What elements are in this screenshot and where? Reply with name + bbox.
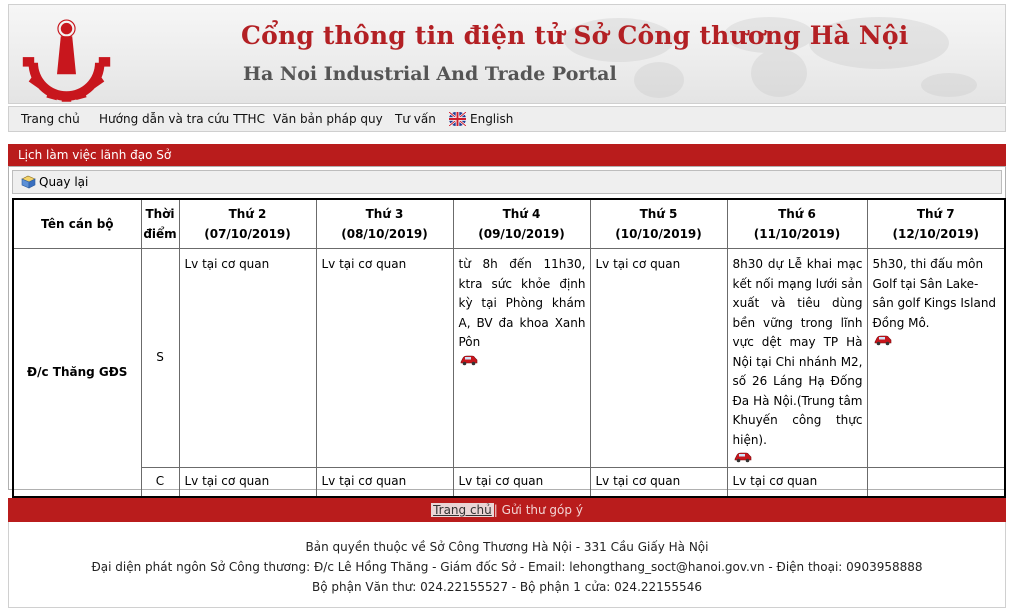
day-name: Thứ 3 bbox=[365, 207, 404, 221]
table-header-row bbox=[13, 199, 1005, 249]
car-icon[interactable] bbox=[873, 334, 893, 346]
nav-procedures[interactable]: Hướng dẫn và tra cứu TTHC bbox=[99, 112, 265, 126]
header-day-sat bbox=[867, 199, 1005, 249]
header-day-mon bbox=[179, 199, 316, 249]
table-row-morning bbox=[13, 249, 1005, 468]
time-afternoon: C bbox=[141, 468, 179, 497]
cell-thu-afternoon: Lv tại cơ quan bbox=[590, 468, 727, 497]
nav-legal-documents[interactable]: Văn bản pháp quy bbox=[273, 112, 383, 126]
back-button-label: Quay lại bbox=[39, 175, 89, 189]
site-title: Cổng thông tin điện tử Sở Công thương Hà Nội bbox=[241, 21, 909, 50]
nav-consulting[interactable]: Tư vấn bbox=[395, 112, 436, 126]
day-date: (11/10/2019) bbox=[753, 227, 841, 241]
footer-link-feedback[interactable]: Gửi thư góp ý bbox=[501, 503, 583, 517]
day-date: (09/10/2019) bbox=[478, 227, 565, 241]
schedule-table bbox=[12, 198, 1006, 498]
cell-fri-morning-text: 8h30 dự Lễ khai mạc kết nối mạng lưới sản xuất và tiêu dùng bền vững trong lĩnh vực dệt may TP Hà Nội tại Chi nhánh M2, số 26 Láng Hạ Đống Đa Hà Nội.(Trung tâm Khuyến công thực hiện). bbox=[732, 257, 863, 447]
nav-english-label: English bbox=[470, 112, 514, 126]
cell-wed-morning bbox=[453, 249, 590, 468]
panel-toolbar bbox=[12, 170, 1002, 194]
back-button[interactable] bbox=[21, 175, 88, 189]
day-date: (12/10/2019) bbox=[892, 227, 980, 241]
uk-flag-icon bbox=[449, 112, 466, 126]
table-row-afternoon bbox=[13, 468, 1005, 497]
header-time-line1: Thời bbox=[145, 207, 175, 221]
day-date: (07/10/2019) bbox=[204, 227, 291, 241]
cell-wed-morning-text: từ 8h đến 11h30, ktra sức khỏe định kỳ tại Phòng khám A, BV đa khoa Xanh Pôn bbox=[458, 257, 586, 349]
footer-spokesperson: Đại diện phát ngôn Sở Công thương: Đ/c Lê Hồng Thăng - Giám đốc Sở - Email: lehongthang_soct@hanoi.gov.vn - Điện thoại: 0903958888 bbox=[91, 560, 923, 574]
cell-tue-afternoon: Lv tại cơ quan bbox=[316, 468, 453, 497]
cell-sat-afternoon bbox=[867, 468, 1005, 497]
cell-thu-morning: Lv tại cơ quan bbox=[590, 249, 727, 468]
day-name: Thứ 7 bbox=[916, 207, 955, 221]
cell-sat-morning-text: 5h30, thi đấu môn Golf tại Sân Lake- sân golf Kings Island Đồng Mô. bbox=[872, 257, 997, 330]
header-banner bbox=[8, 4, 1006, 104]
header-name: Tên cán bộ bbox=[13, 199, 141, 249]
person-name: Đ/c Thăng GĐS bbox=[13, 249, 141, 497]
main-nav bbox=[8, 106, 1006, 132]
footer-phones: Bộ phận Văn thư: 024.22155527 - Bộ phận 1 cửa: 024.22155546 bbox=[312, 580, 702, 594]
header-day-wed bbox=[453, 199, 590, 249]
cell-mon-morning: Lv tại cơ quan bbox=[179, 249, 316, 468]
site-logo[interactable] bbox=[19, 15, 114, 103]
car-icon[interactable] bbox=[459, 354, 479, 366]
footer-separator: | bbox=[493, 503, 498, 517]
nav-home[interactable]: Trang chủ bbox=[21, 112, 80, 126]
cell-fri-afternoon: Lv tại cơ quan bbox=[727, 468, 867, 497]
header-time bbox=[141, 199, 179, 249]
day-date: (10/10/2019) bbox=[615, 227, 702, 241]
cell-fri-morning bbox=[727, 249, 867, 468]
world-map-background bbox=[529, 5, 1006, 104]
day-name: Thứ 6 bbox=[778, 207, 816, 221]
cell-wed-afternoon: Lv tại cơ quan bbox=[453, 468, 590, 497]
car-icon[interactable] bbox=[733, 451, 753, 463]
day-name: Thứ 2 bbox=[228, 207, 267, 221]
footer-link-home[interactable]: Trang chủ bbox=[433, 503, 492, 517]
time-morning: S bbox=[141, 249, 179, 468]
day-name: Thứ 5 bbox=[639, 207, 678, 221]
cell-mon-afternoon: Lv tại cơ quan bbox=[179, 468, 316, 497]
footer-links-bar bbox=[8, 498, 1006, 522]
section-title: Lịch làm việc lãnh đạo Sở bbox=[8, 144, 1006, 166]
day-name: Thứ 4 bbox=[502, 207, 541, 221]
day-date: (08/10/2019) bbox=[341, 227, 428, 241]
header-time-line2: điểm bbox=[143, 227, 177, 241]
footer-copyright: Bản quyền thuộc về Sở Công Thương Hà Nội - 331 Cầu Giấy Hà Nội bbox=[305, 540, 709, 554]
header-day-thu bbox=[590, 199, 727, 249]
cell-tue-morning: Lv tại cơ quan bbox=[316, 249, 453, 468]
nav-english[interactable] bbox=[449, 112, 513, 126]
header-day-fri bbox=[727, 199, 867, 249]
cell-sat-morning bbox=[867, 249, 1005, 468]
box-icon bbox=[21, 175, 36, 189]
site-subtitle: Ha Noi Industrial And Trade Portal bbox=[243, 63, 617, 85]
header-day-tue bbox=[316, 199, 453, 249]
footer-info bbox=[8, 522, 1006, 608]
schedule-panel bbox=[8, 166, 1006, 490]
